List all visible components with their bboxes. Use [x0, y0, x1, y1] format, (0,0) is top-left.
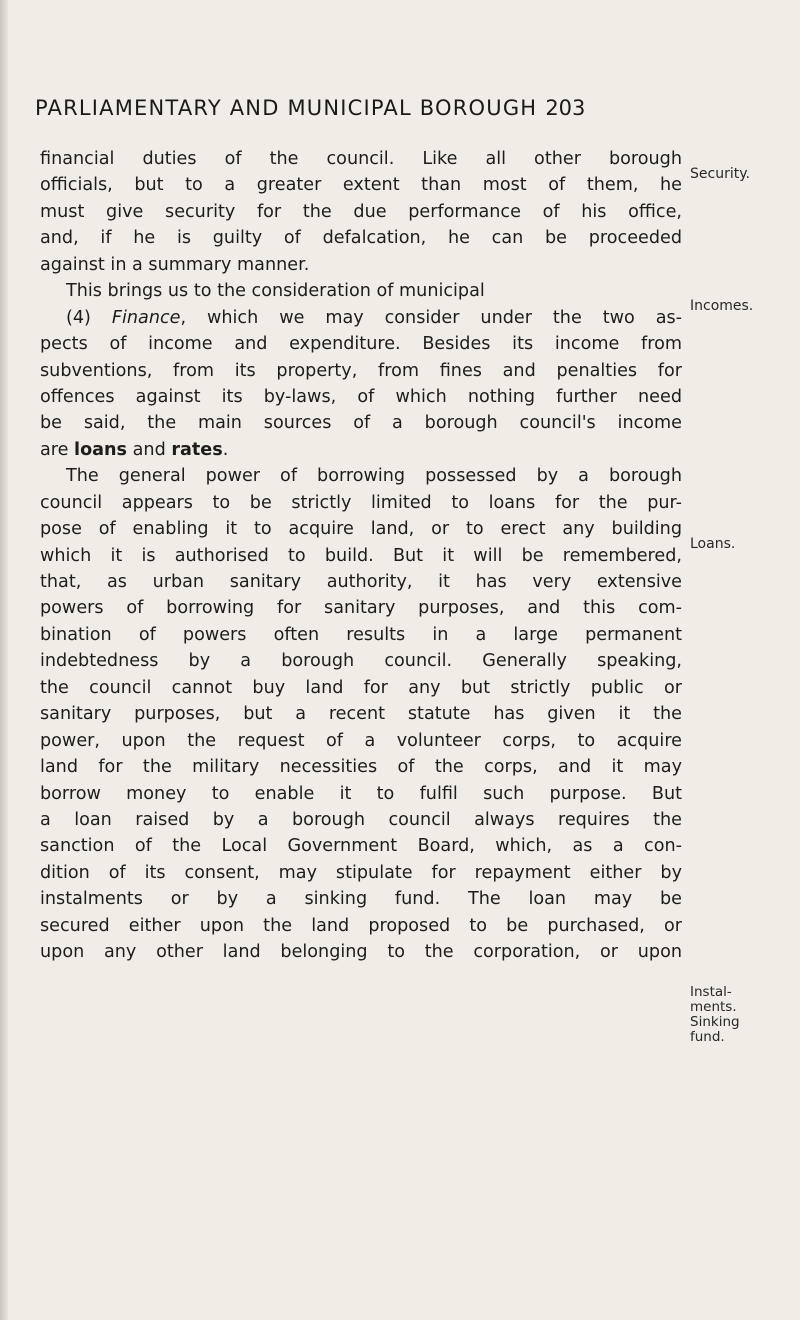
- text-line: must give security for the due performance of his office,: [40, 201, 682, 222]
- text-line: sanitary purposes, but a recent statute has given it the: [40, 704, 682, 725]
- loans-suffix: .: [222, 439, 229, 460]
- text-line: sanction of the Local Government Board, which, as a con-: [40, 836, 682, 857]
- text-line: upon any other land belonging to the corporation, or upon: [40, 942, 682, 963]
- text-line: The general power of borrowing possessed by a borough: [66, 466, 682, 487]
- margin-note-line: Instal-: [690, 984, 732, 1000]
- margin-note-line: Sinking: [690, 1014, 740, 1030]
- finance-italic: Finance: [111, 307, 181, 328]
- margin-note-line: ments.: [690, 999, 737, 1015]
- text-line: officials, but to a greater extent than most of them, he: [40, 175, 682, 196]
- text-line: financial duties of the council. Like all other borough: [40, 149, 682, 169]
- text-line: and, if he is guilty of defalcation, he can be proceeded: [40, 228, 682, 249]
- text-line: pects of income and expenditure. Besides its income from: [40, 334, 682, 355]
- text-line-loans-rates: [40, 437, 682, 463]
- text-line: land for the military necessities of the corps, and it may: [40, 757, 682, 778]
- loans-prefix: are: [40, 439, 75, 460]
- loans-bold: loans: [74, 439, 128, 460]
- running-head-title: PARLIAMENTARY AND MUNICIPAL BOROUGH: [35, 96, 538, 120]
- text-line: power, upon the request of a volunteer corps, to acquire: [40, 730, 682, 751]
- margin-note-line: fund.: [690, 1029, 725, 1045]
- margin-note-instalments: [690, 985, 740, 1045]
- text-line: dition of its consent, may stipulate for repayment either by: [40, 862, 682, 883]
- text-line: be said, the main sources of a borough council's income: [40, 413, 682, 434]
- text-line: subventions, from its property, from fines and penalties for: [40, 360, 682, 381]
- text-line: pose of enabling it to acquire land, or to erect any building: [40, 519, 682, 540]
- margin-note-loans: Loans.: [690, 536, 736, 552]
- running-head: [35, 96, 585, 120]
- text-line: against in a summary manner.: [40, 254, 310, 275]
- page-binding-edge: [0, 0, 8, 1320]
- finance-suffix: , which we may consider under the two as-: [180, 307, 682, 328]
- body-text: [40, 146, 682, 966]
- margin-note-incomes: Incomes.: [690, 298, 754, 314]
- text-line: that, as urban sanitary authority, it has very extensive: [40, 572, 682, 592]
- margin-note-security: Security.: [690, 166, 750, 182]
- text-line-finance: [40, 305, 682, 331]
- rates-bold: rates: [171, 439, 223, 460]
- text-line: which it is authorised to build. But it will be remembered,: [40, 545, 682, 566]
- text-line: secured either upon the land proposed to be purchased, or: [40, 915, 682, 936]
- text-line: borrow money to enable it to fulfil such purpose. But: [40, 783, 682, 804]
- text-line: council appears to be strictly limited to loans for the pur-: [40, 492, 682, 513]
- text-line: indebtedness by a borough council. Generally speaking,: [40, 651, 682, 672]
- text-line: instalments or by a sinking fund. The loan may be: [40, 889, 682, 910]
- text-line: the council cannot buy land for any but strictly public or: [40, 677, 682, 698]
- finance-prefix: (4): [66, 307, 112, 328]
- page-number: 203: [545, 96, 586, 120]
- text-line: a loan raised by a borough council always requires the: [40, 809, 682, 830]
- text-line: powers of borrowing for sanitary purposes, and this com-: [40, 598, 682, 619]
- text-line: offences against its by-laws, of which nothing further need: [40, 386, 682, 407]
- loans-mid: and: [127, 439, 172, 460]
- text-line: bination of powers often results in a large permanent: [40, 624, 682, 645]
- text-line: This brings us to the consideration of municipal: [66, 281, 485, 302]
